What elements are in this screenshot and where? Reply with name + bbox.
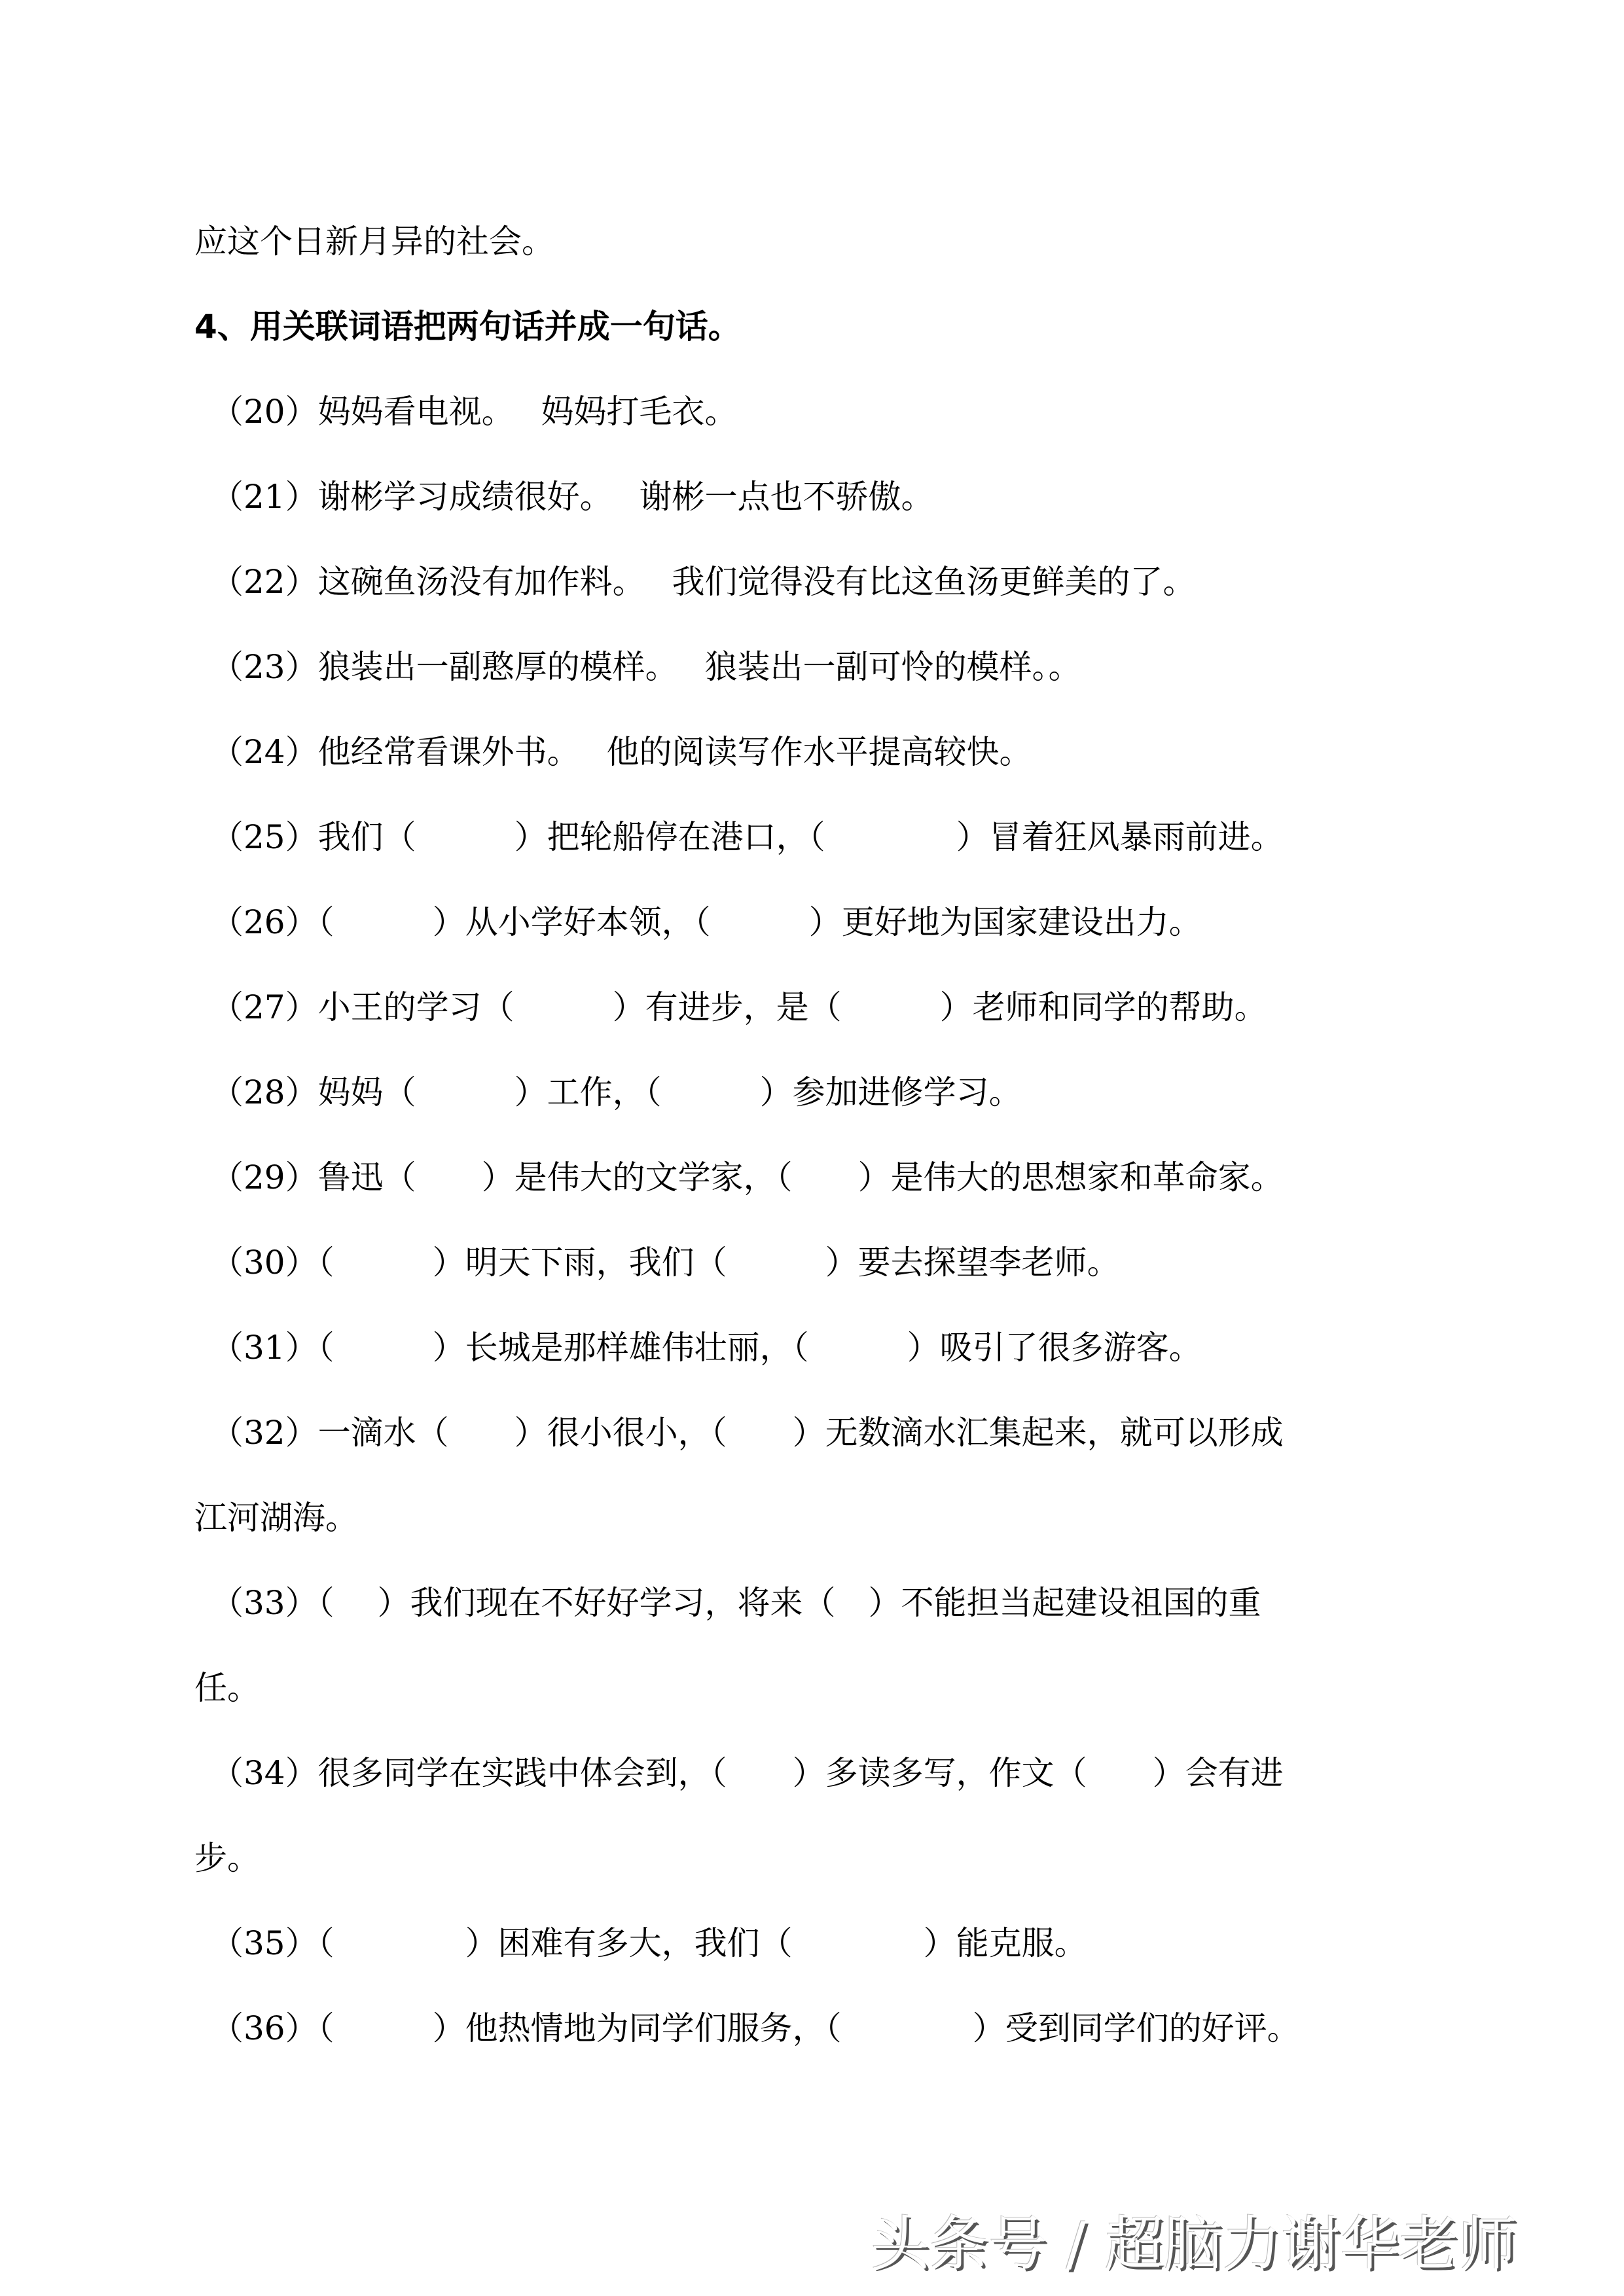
exercise-item-continuation: 任。 [194, 1669, 260, 1707]
watermark: 头条号 / 超脑力谢华老师 [871, 2210, 1517, 2278]
exercise-item: （34）很多同学在实践中体会到，（ ）多读多写，作文（ ）会有进 [211, 1754, 1284, 1792]
exercise-item: （30）（ ）明天下雨，我们（ ）要去探望李老师。 [211, 1244, 1120, 1282]
exercise-item-continuation: 步。 [194, 1839, 260, 1877]
exercise-item: （31）（ ）长城是那样雄伟壮丽，（ ）吸引了很多游客。 [211, 1329, 1202, 1367]
exercise-item: （24）他经常看课外书。 他的阅读写作水平提高较快。 [211, 733, 1032, 771]
exercise-item: （27）小王的学习（ ）有进步，是（ ）老师和同学的帮助。 [211, 988, 1267, 1026]
exercise-item: （33）（ ）我们现在不好好学习，将来（ ）不能担当起建设祖国的重 [211, 1584, 1261, 1622]
exercise-item: （32）一滴水（ ）很小很小，（ ）无数滴水汇集起来，就可以形成 [211, 1414, 1284, 1452]
exercise-item: （21）谢彬学习成绩很好。 谢彬一点也不骄傲。 [211, 478, 934, 516]
exercise-item-continuation: 江河湖海。 [194, 1499, 358, 1537]
exercise-item: （25）我们（ ）把轮船停在港口，（ ）冒着狂风暴雨前进。 [211, 818, 1284, 856]
exercise-item: （23）狼装出一副憨厚的模样。 狼装出一副可怜的模样。。 [211, 648, 1081, 686]
exercise-item: （22）这碗鱼汤没有加作料。 我们觉得没有比这鱼汤更鲜美的了。 [211, 563, 1196, 601]
exercise-item: （28）妈妈（ ）工作，（ ）参加进修学习。 [211, 1073, 1022, 1111]
exercise-item: （35）（ ）困难有多大，我们（ ）能克服。 [211, 1924, 1087, 1962]
continuation-text: 应这个日新月异的社会。 [194, 223, 554, 260]
exercise-item: （36）（ ）他热情地为同学们服务，（ ）受到同学们的好评。 [211, 2009, 1300, 2047]
exercise-item: （26）（ ）从小学好本领，（ ）更好地为国家建设出力。 [211, 903, 1202, 941]
section-heading: 4、用关联词语把两句话并成一句话。 [194, 308, 741, 346]
exercise-item: （29）鲁迅（ ）是伟大的文学家，（ ）是伟大的思想家和革命家。 [211, 1158, 1284, 1196]
exercise-item: （20）妈妈看电视。 妈妈打毛衣。 [211, 393, 738, 431]
